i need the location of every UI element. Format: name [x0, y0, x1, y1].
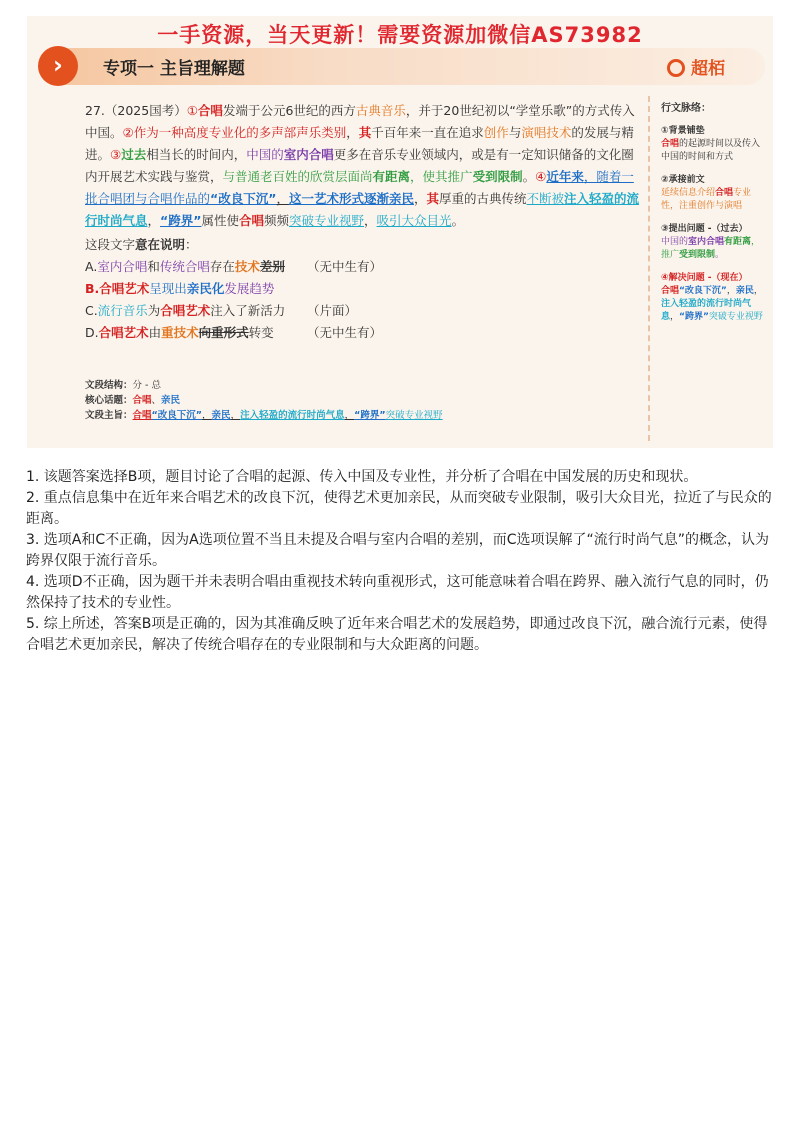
passage-segment: 相当长的时间内，	[146, 147, 247, 162]
structure-value: 分 - 总	[132, 380, 161, 391]
explanation-point: 2. 重点信息集中在近年来合唱艺术的改良下沉，使得艺术更加亲民，从而突破专业限制，吸引大众目光，拉近了与民众的距离。	[26, 490, 772, 527]
passage-segment: 作为一种高度专业化的多声部声乐类别	[133, 125, 347, 140]
passage-segment: 更多在音乐专业领域内，或是有一定知识储备的文化圈内开展艺术实践与鉴赏，	[85, 147, 634, 184]
passage-text	[85, 100, 645, 232]
passage-segment: ，随着一批合唱团与合唱作品的	[85, 169, 634, 206]
outline-text	[661, 236, 769, 262]
outline-segment: 创作	[697, 201, 716, 211]
keyword: 有距离	[372, 169, 411, 184]
option-segment: 室内合唱	[97, 259, 148, 274]
keyword: 受到限制	[472, 169, 523, 184]
structure-label: 核心话题：	[85, 395, 133, 406]
prompt-text: ：	[185, 237, 198, 252]
structure-value: 、	[151, 395, 162, 406]
passage-segment: 。	[451, 213, 465, 228]
keyword: “跨界”	[160, 213, 202, 228]
keyword: 过去	[121, 147, 147, 162]
option-note: （无中生有）	[307, 259, 383, 274]
structure-value: 亲民	[211, 410, 231, 421]
outline-heading: ③提出问题 -（过去）	[661, 224, 748, 234]
option-segment: 技术	[234, 259, 260, 274]
structure-line	[85, 378, 443, 393]
brand-logo	[667, 54, 725, 79]
sentence-marker: ②	[122, 125, 134, 140]
answer-explanation	[26, 467, 774, 656]
passage-segment: ，	[147, 213, 161, 228]
option-letter: A.	[85, 259, 98, 274]
keyword: 吸引大众目光	[376, 213, 452, 228]
watermark-banner: 一手资源，当天更新！需要资源加微信AS73982	[157, 23, 643, 47]
keyword: 合唱	[238, 213, 264, 228]
outline-heading: ②承接前文	[661, 175, 705, 185]
keyword: 这一艺术形式逐渐亲民	[288, 191, 414, 206]
structure-value: ，	[202, 410, 212, 421]
structure-value: “改良下沉”	[151, 410, 203, 421]
keyword: 突破专业视野	[289, 213, 365, 228]
option-a[interactable]	[85, 256, 645, 278]
passage-segment: ，	[346, 125, 359, 140]
outline-segment: 。	[715, 250, 725, 260]
question-prompt	[85, 234, 645, 256]
option-segment: 合唱艺术	[160, 303, 211, 318]
lecture-slide	[27, 16, 773, 448]
option-b[interactable]	[85, 278, 645, 300]
passage-segment: ，	[364, 213, 377, 228]
brand-name: 超栢	[691, 59, 725, 79]
outline-segment: 受到限制	[679, 250, 716, 260]
keyword: 近年来	[546, 169, 584, 184]
outline-text	[661, 187, 769, 213]
option-segment: 传统合唱	[159, 259, 210, 274]
option-segment: 注入了新活力	[210, 303, 286, 318]
outline-segment: 有距离	[724, 237, 752, 247]
keyword: 创作	[483, 125, 509, 140]
outline-heading: ①背景铺垫	[661, 126, 705, 136]
outline-segment: 延续信息介绍	[661, 188, 716, 198]
option-segment: 存在	[209, 259, 235, 274]
option-segment: 合唱艺术	[99, 281, 150, 296]
option-segment: 合唱艺术	[98, 325, 149, 340]
outline-segment: 专业性，注重	[661, 188, 752, 211]
structure-value: 合唱	[132, 395, 152, 406]
passage-segment: 发端于公元6世纪的西方	[222, 103, 356, 118]
outline-text	[661, 138, 769, 164]
structure-value: ，	[230, 410, 241, 421]
option-segment: 向重形式	[198, 325, 249, 340]
topic-line	[85, 393, 443, 408]
outline-segment: “跨界”	[679, 312, 709, 322]
passage-segment: 属性使	[201, 213, 239, 228]
passage-segment: ，	[276, 191, 289, 206]
outline-sidebar	[661, 102, 769, 324]
structure-label: 文段主旨：	[85, 410, 133, 421]
prompt-text: 这段文字	[85, 237, 136, 252]
outline-segment: 合唱	[661, 139, 680, 149]
keyword: 演唱技术	[521, 125, 572, 140]
section-title: 专项一 主旨理解题	[103, 59, 245, 79]
structure-value: 注入轻盈的流行时尚气息	[240, 410, 345, 421]
option-note: （片面）	[307, 303, 358, 318]
explanation-point: 5. 综上所述，答案B项是正确的，因为其准确反映了近年来合唱艺术的发展趋势，即通过改良下沉，融合流行元素，使得合唱艺术更加亲民，解决了传统合唱存在的专业限制和与大众距离的问题。	[26, 616, 768, 653]
passage-segment: 的发展与精进。	[85, 125, 634, 162]
sentence-marker: ①	[186, 103, 198, 118]
outline-segment: 中国的	[661, 237, 689, 247]
option-note: （无中生有）	[307, 325, 383, 340]
outline-segment: 突破专业视野	[708, 312, 763, 322]
option-segment: 重技术	[161, 325, 199, 340]
outline-heading: ④解决问题 -（现在）	[661, 273, 748, 283]
option-segment: 亲民化	[186, 281, 225, 296]
option-letter: B.	[85, 281, 100, 296]
outline-text	[661, 285, 769, 324]
brand-g-icon	[667, 59, 685, 77]
outline-segment: 的起源时间以及传入中国的时间和方式	[661, 139, 761, 162]
structure-value: 合唱	[132, 410, 152, 421]
keyword: 室内合唱	[283, 147, 334, 162]
prompt-keyword: 意在说明	[135, 237, 186, 252]
option-letter: C.	[85, 303, 98, 318]
passage-segment: 中国的	[246, 147, 284, 162]
option-letter: D.	[85, 325, 99, 340]
theme-line	[85, 408, 443, 423]
outline-segment: 与	[715, 201, 725, 211]
explanation-point: 4. 选项D不正确，因为题干并未表明合唱由重视技术转向重视形式，这可能意味着合唱在跨界、融入流行气息的同时，仍然保持了技术的专业性。	[26, 574, 769, 611]
keyword: 其	[426, 191, 440, 206]
passage-segment: 频频	[264, 213, 290, 228]
explanation-point: 3. 选项A和C不正确，因为A选项位置不当且未提及合唱与室内合唱的差别，而C选项误解了“流行时尚气息”的概念，认为跨界仅限于流行音乐。	[26, 532, 770, 569]
option-segment: 转变	[248, 325, 274, 340]
keyword: “改良下沉”	[210, 191, 277, 206]
option-segment: 呈现出	[149, 281, 187, 296]
passage-segment: ，并于20世纪初以“学堂乐歌”的方式传入中国。	[85, 103, 635, 140]
question-passage	[85, 100, 645, 344]
passage-segment: 与普通老百姓的欣赏层面尚	[222, 169, 373, 184]
passage-segment: 厚重的古典传统	[439, 191, 527, 206]
outline-segment: 室内合唱	[688, 237, 725, 247]
keyword: 合唱	[197, 103, 223, 118]
chevron-right-icon: ›	[38, 46, 78, 86]
passage-segment: 与	[508, 125, 522, 140]
keyword: 其	[358, 125, 372, 140]
sentence-marker: ④	[535, 169, 547, 184]
option-segment: 为	[147, 303, 161, 318]
sidebar-title: 行文脉络：	[661, 103, 711, 114]
outline-segment: 注入轻盈的流行时尚气息	[661, 299, 752, 322]
option-segment: 差别	[259, 259, 285, 274]
option-segment: 发展趋势	[224, 281, 275, 296]
structure-value: “跨界”	[354, 410, 386, 421]
outline-segment: ，	[726, 286, 736, 296]
explanation-point: 1. 该题答案选择B项，题目讨论了合唱的起源、传入中国及专业性，并分析了合唱在中国发展的历史和现状。	[26, 469, 698, 485]
question-number: 27.（2025国考）	[85, 103, 187, 118]
outline-segment: 合唱	[715, 188, 734, 198]
structure-label: 文段结构：	[85, 380, 133, 391]
structure-value: 亲民	[161, 395, 181, 406]
passage-structure	[85, 378, 443, 423]
outline-segment: ，	[753, 286, 763, 296]
outline-segment: 亲民	[735, 286, 754, 296]
structure-value: ，	[344, 410, 355, 421]
passage-segment: ，	[413, 191, 427, 206]
option-segment: 流行音乐	[97, 303, 148, 318]
passage-segment: 千百年来一直在追求	[371, 125, 484, 140]
outline-segment: ，推广	[661, 237, 761, 260]
outline-segment: “改良下沉”	[679, 286, 727, 296]
passage-segment: 不断被	[526, 191, 565, 206]
sentence-marker: ③	[110, 147, 122, 162]
outline-segment: 演唱	[724, 201, 743, 211]
outline-segment: 合唱	[661, 286, 680, 296]
passage-segment: ，使其推广	[410, 169, 473, 184]
column-divider	[648, 96, 650, 441]
structure-value: 突破专业视野	[385, 410, 443, 421]
passage-segment: 。	[522, 169, 536, 184]
keyword: 注入轻盈的流行时尚气息	[85, 191, 640, 228]
option-c[interactable]	[85, 300, 645, 322]
option-segment: 由	[148, 325, 162, 340]
keyword: 古典音乐	[355, 103, 406, 118]
option-d[interactable]	[85, 322, 645, 344]
option-segment: 和	[147, 259, 160, 274]
outline-segment: ，	[670, 312, 680, 322]
